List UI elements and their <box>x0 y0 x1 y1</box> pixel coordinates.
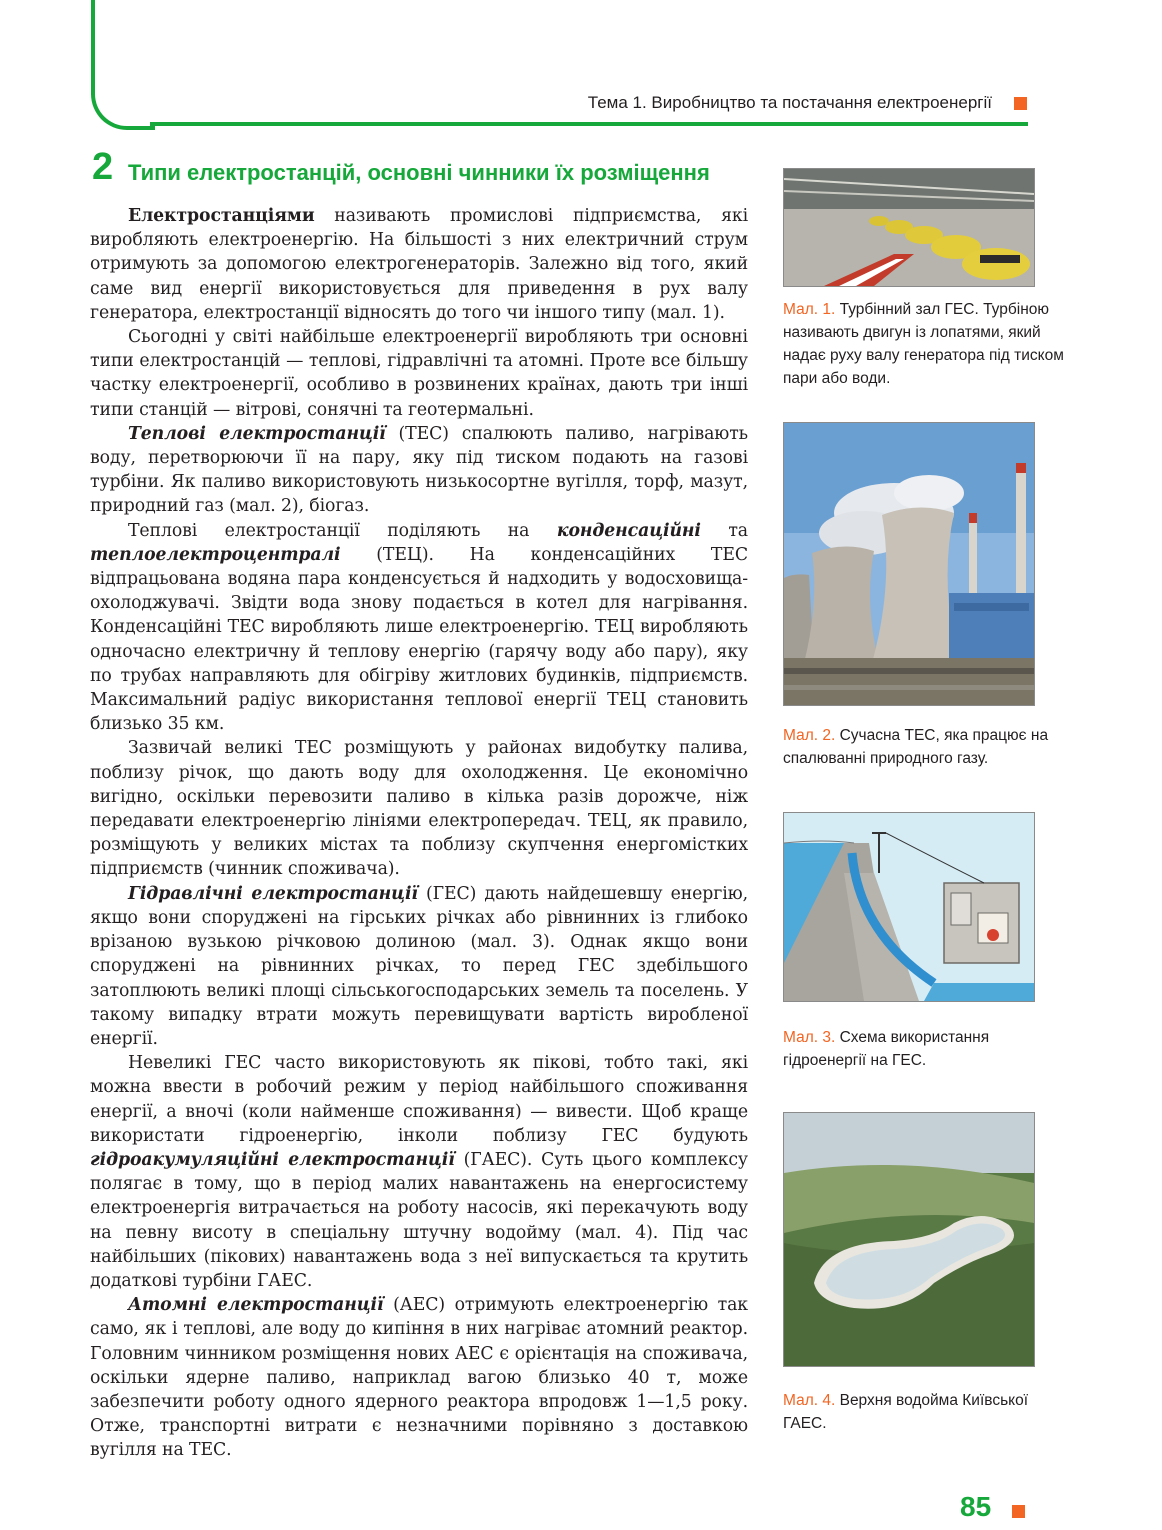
figure-label: Мал. 3. <box>783 1029 836 1046</box>
figure-2-caption <box>783 724 1068 770</box>
figure-2-tes-photo <box>783 422 1035 706</box>
paragraph-text: (ТЕС) спалюють паливо, нагрівають воду, перетворюючи її на пару, яку під тиском подають на газові турбіни. Як паливо використовують низькосортне вугілля, торф, мазут, природний газ (мал. 2), біогаз. <box>90 423 748 517</box>
frame-corner <box>91 60 155 130</box>
section-title: Типи електростанцій, основні чинники їх розміщення <box>128 160 710 185</box>
paragraph-text: називають промислові підприємства, які виробляють електроенергію. На більшості з них електричний струм отримують за допомогою електрогенераторів. Залежно від того, який саме вид енергії використовується для приведення в рух валу генератора, електростанції відносять до того чи іншого типу (мал. 1). <box>90 206 748 323</box>
paragraph-text: Невеликі ГЕС часто використовують як пікові, тобто такі, які можна ввести в робочий режим у період найбільшого споживання енергії, а вночі (коли найменше споживання) — вивести. Щоб краще використати гідроенергію, інколи поблизу ГЕС будують <box>90 1053 748 1146</box>
term: Електростанціями <box>128 206 315 226</box>
caption-text: Схема використання гідроенергії на ГЕС. <box>783 1029 990 1069</box>
figure-label: Мал. 2. <box>783 727 836 744</box>
figure-3-caption <box>783 1026 1068 1072</box>
term: конденсаційні <box>556 520 701 541</box>
paragraph-5: Зазвичай великі ТЕС розміщують у районах видобутку палива, поблизу річок, що дають воду для охолодження. Це економічно вигідно, оскільки перевозити паливо в кілька разів дорожче, ніж передавати електроенергію лініями електропередач. ТЕЦ, як правило, розміщують у великих містах та поблизу скупчення енергомістких підприємств (чинник споживача). <box>90 738 748 880</box>
figure-4-reservoir-photo <box>783 1112 1035 1367</box>
paragraph-8 <box>90 1293 748 1462</box>
paragraph-text: (ГАЕС). Суть цього комплексу полягає в тому, що в період малих навантажень на енергосистему електроенергія витрачається на роботу насосів, які перекачують воду на певну висоту в спеціальну штучну водойму (мал. 4). Під час найбільших (пікових) навантажень вода з неї випускається та крутить додаткові турбіни ГАЕС. <box>90 1149 748 1291</box>
caption-text: Турбінний зал ГЕС. Турбіною називають двигун із лопатями, який надає руху валу генератора під тиском пари або води. <box>783 301 1064 387</box>
orange-square-marker <box>1014 97 1027 110</box>
paragraph-text: (ГЕС) дають найдешевшу енергію, якщо вони споруджені на гірських річках або рівнинних із глибоко врізаною вузькою річковою долиною (мал. 3). Однак якщо вони споруджені на рівнинних річках, то перед ГЕС здебільшого затоплюють великі площі сільськогосподарських земель та поселень. У такому випадку втрати можуть перевищувати вартість виробленої енергії. <box>90 883 748 1049</box>
paragraph-6 <box>90 882 748 1051</box>
caption-text: Верхня водойма Київської ГАЕС. <box>783 1392 1029 1432</box>
figure-4-caption <box>783 1389 1068 1435</box>
term: гідроакумуляційні електростанції <box>90 1149 455 1170</box>
figure-3-hydro-scheme <box>783 812 1035 1002</box>
topic-header: Тема 1. Виробництво та постачання електроенергії <box>587 93 992 112</box>
term: теплоелектроцентралі <box>90 544 341 565</box>
frame-line-horizontal <box>150 122 1028 126</box>
paragraph-text: Теплові електростанції поділяють на <box>128 520 557 541</box>
figure-1-turbine-hall-photo <box>783 168 1035 287</box>
main-text <box>90 204 748 1463</box>
paragraph-7 <box>90 1051 748 1293</box>
term: Гідравлічні електростанції <box>128 883 418 904</box>
paragraph-text: та <box>700 520 748 541</box>
paragraph-text: (АЕС) отримують електроенергію так само, як і теплові, але воду до кипіння в них нагріває атомний реактор. Головним чинником розміщення нових АЕС є орієнтація на споживача, оскільки ядерне паливо, наприклад вагою близько 40 т, може забезпечити роботу одного ядерного реактора впродовж 1—1,5 року. Отже, транспортні витрати є незначними порівняно з доставкою вугілля на ТЕС. <box>90 1295 748 1461</box>
figure-label: Мал. 4. <box>783 1392 836 1409</box>
paragraph-text: (ТЕЦ). На конденсаційних ТЕС відпрацьована водяна пара конденсується й надходить у водосховища-охолоджувачі. Звідти вода знову подається в котел для нагрівання. Конденсаційні ТЕС виробляють лише електроенергію. ТЕЦ виробляють одночасно електричну й теплову енергію (гарячу воду або пару), яку по трубах направляють для обігріву житлових будинків, підприємств. Максимальний радіус використання теплової енергії ТЕЦ становить близько 35 км. <box>90 544 748 735</box>
paragraph-1 <box>90 204 748 325</box>
paragraph-2: Сьогодні у світі найбільше електроенергії виробляють три основні типи електростанцій — теплові, гідравлічні та атомні. Проте все більшу частку електроенергії, особливо в розвинених країнах, дають три інші типи станцій — вітрові, сонячні та геотермальні. <box>90 327 748 420</box>
figure-label: Мал. 1. <box>783 301 836 318</box>
term: Теплові електростанції <box>128 423 386 444</box>
paragraph-3 <box>90 422 748 519</box>
figure-1-caption <box>783 298 1068 390</box>
section-number: 2 <box>92 146 114 188</box>
page-number: 85 <box>960 1491 992 1522</box>
orange-square-marker <box>1012 1505 1025 1518</box>
caption-text: Сучасна ТЕС, яка працює на спалюванні природного газу. <box>783 727 1049 767</box>
paragraph-4 <box>90 519 748 737</box>
term: Атомні електростанції <box>128 1295 384 1316</box>
